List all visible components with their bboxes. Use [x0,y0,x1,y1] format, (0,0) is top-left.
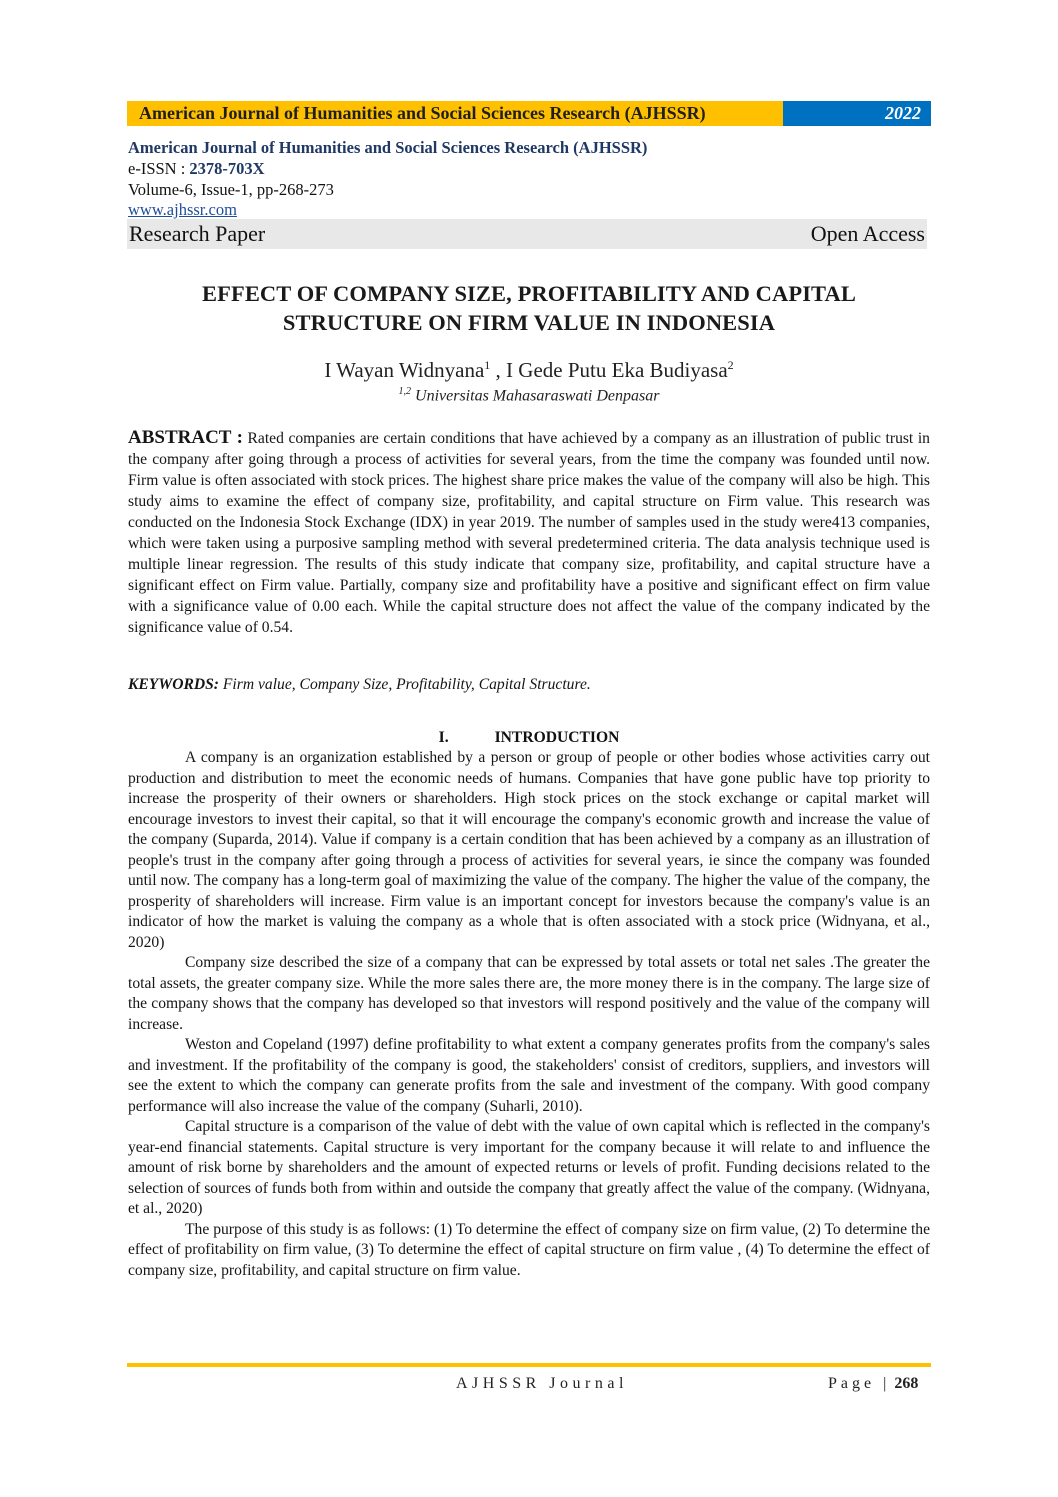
header-year: 2022 [783,101,931,126]
introduction-body [128,748,930,1281]
abstract [128,427,930,638]
paragraph: Company size described the size of a company that can be expressed by total assets or total net sales .The greater the total assets, the greater company size. While the more sales there are, the more money there is in the company. The large size of the company shows that the company has developed so that investors will respond positively and the value of the company will increase. [128,954,930,1033]
abstract-label: ABSTRACT : [128,427,243,448]
paper-title-line-2: STRUCTURE ON FIRM VALUE IN INDONESIA [282,310,776,335]
footer-rule [127,1363,931,1367]
author-2-affil-mark: 2 [727,358,734,372]
section-title: INTRODUCTION [494,729,620,746]
running-header [127,101,931,126]
footer-page [828,1375,918,1393]
journal-volume: Volume-6, Issue-1, pp-268-273 [128,180,334,199]
affiliation-mark: 1,2 [398,386,412,397]
affiliation [100,381,958,407]
paper-title-line-1: EFFECT OF COMPANY SIZE, PROFITABILITY AND CAPITAL [202,281,856,306]
paragraph: Weston and Copeland (1997) define profitability to what extent a company generates profits from the company's sales and investment. If the profitability of the company is good, the stakeholders' consist of creditors, suppliers, and investors will see the extent to which the company can generate profits from the sale and investment of the company. With good company performance will also increase the value of the company (Suharli, 2010). [128,1036,930,1115]
paper-type-label: Research Paper [129,221,266,246]
paper-title [100,279,958,337]
author-1: I Wayan Widnyana [324,358,485,382]
footer-journal: AJHSSR Journal [456,1375,628,1392]
page-label: Page | [828,1375,891,1392]
author-1-affil-mark: 1 [484,358,491,372]
keywords-label: KEYWORDS: [128,676,219,693]
section-number: I. [438,729,449,746]
paper-type-bar [127,219,927,249]
header-journal-name: American Journal of Humanities and Social Sciences Research (AJHSSR) [127,101,783,126]
issn-label: e-ISSN : [128,159,190,178]
section-heading-introduction [100,727,958,748]
author-list [100,352,958,383]
open-access-label: Open Access [810,221,925,246]
journal-website-link[interactable]: www.ajhssr.com [128,200,237,219]
author-2: , I Gede Putu Eka Budiyasa [490,358,728,382]
journal-info [128,137,928,220]
paragraph: The purpose of this study is as follows: (1) To determine the effect of company size on firm value, (2) To determine the effect of profitability on firm value, (3) To determine the effect of capital structure on firm value , (4) To determine the effect of company size, profitability, and capital structure on firm value. [128,1220,930,1279]
keywords-text: Firm value, Company Size, Profitability, Capital Structure. [222,676,591,693]
issn-value: 2378-703X [189,159,265,178]
journal-issn [128,158,928,179]
affiliation-name: Universitas Mahasaraswati Denpasar [415,387,660,405]
keywords [128,674,930,695]
page-number: 268 [894,1375,919,1392]
paragraph: Capital structure is a comparison of the value of debt with the value of own capital which is reflected in the company's year-end financial statements. Capital structure is very important for the company because it will relate to and influence the amount of risk borne by shareholders and the amount of expected returns or levels of profit. Funding decisions related to the selection of sources of funds both from within and outside the company that greatly affect the value of the company. (Widnyana, et al., 2020) [128,1118,930,1217]
paragraph: A company is an organization established by a person or group of people or other bodies whose activities carry out production and distribution to meet the economic needs of humans. Companies that have gone public have top priority to increase the prosperity of their owners or shareholders. High stock prices on the stock exchange or capital market will encourage investors to invest their capital, so that it will encourage the company's economic growth and increase the value of the company (Suparda, 2014). Value if company is a certain condition that has been achieved by a company as an illustration of people's trust in the company after going through a process of activities for several years, ie since the company was founded until now. The company has a long-term goal of maximizing the value of the company. The higher the value of the company, the prosperity of shareholders will increase. Firm value is an important concept for investors because the company's value is an indicator of how the market is valuing the company as a whole that is often associated with a stock price (Widnyana, et al., 2020) [128,749,930,951]
abstract-text: Rated companies are certain conditions that have achieved by a company as an illustration of public trust in the company after going through a process of activities for several years, from the time the company was founded until now. Firm value is often associated with stock prices. The highest share price makes the value of the company will also be high. This study aims to examine the effect of company size, profitability, and capital structure on Firm value. This research was conducted on the Indonesia Stock Exchange (IDX) in year 2019. The number of samples used in the study were413 companies, which were taken using a purposive sampling method with several predetermined criteria. The data analysis technique used is multiple linear regression. The results of this study indicate that company size, profitability, and capital structure have a significant effect on Firm value. Partially, company size and profitability have a positive and significant effect on firm value with a significance value of 0.00 each. While the capital structure does not affect the value of the company indicated by the significance value of 0.54. [128,430,930,636]
journal-info-title: American Journal of Humanities and Social Sciences Research (AJHSSR) [128,138,648,157]
